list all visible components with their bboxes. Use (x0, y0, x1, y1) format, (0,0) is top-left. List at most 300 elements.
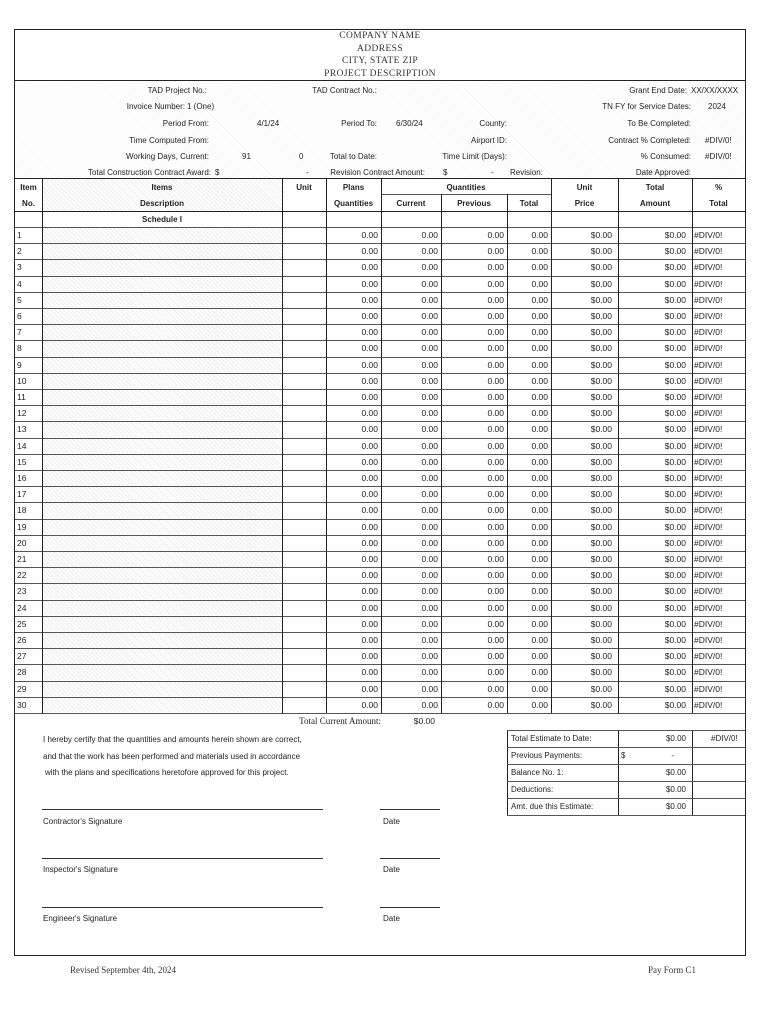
summary-value[interactable]: $0.00 (665, 768, 686, 777)
cell-current[interactable]: 0.00 (421, 699, 438, 710)
cell-amount[interactable]: $0.00 (664, 359, 686, 370)
cell-pct: #DIV/0! (694, 473, 723, 483)
description-cell[interactable] (43, 471, 281, 486)
cell-price[interactable]: $0.00 (590, 294, 612, 305)
description-cell[interactable] (43, 228, 281, 243)
cell-total[interactable]: 0.00 (531, 505, 548, 516)
cell-plans[interactable]: 0.00 (361, 424, 378, 435)
description-cell[interactable] (43, 633, 281, 648)
cell-current[interactable]: 0.00 (421, 278, 438, 289)
cell-total[interactable]: 0.00 (531, 262, 548, 273)
period-from-value[interactable]: 4/1/24 (257, 119, 280, 128)
cell-plans[interactable]: 0.00 (361, 683, 378, 694)
engineer-signature-line[interactable] (42, 907, 323, 908)
inspector-signature-label: Inspector's Signature (43, 865, 118, 874)
grant-end-label: Grant End Date: (629, 86, 687, 95)
cell-plans[interactable]: 0.00 (361, 618, 378, 629)
contractor-signature-label: Contractor's Signature (43, 817, 123, 826)
cell-current[interactable]: 0.00 (421, 570, 438, 581)
cell-no: 14 (17, 440, 27, 451)
cell-amount[interactable]: $0.00 (664, 683, 686, 694)
cell-amount[interactable]: $0.00 (664, 635, 686, 645)
cell-current[interactable]: 0.00 (421, 473, 438, 483)
cell-pct: #DIV/0! (694, 602, 723, 613)
cell-pct: #DIV/0! (694, 359, 723, 370)
cell-amount[interactable]: $0.00 (664, 456, 686, 467)
cell-current[interactable]: 0.00 (421, 602, 438, 613)
cell-pct: #DIV/0! (694, 489, 723, 500)
cell-previous[interactable]: 0.00 (487, 392, 504, 402)
description-cell[interactable] (43, 552, 281, 567)
cell-current[interactable]: 0.00 (421, 456, 438, 467)
cell-price[interactable]: $0.00 (590, 408, 612, 419)
cell-pct: #DIV/0! (694, 456, 723, 467)
contract-pct-label: Contract % Completed: (608, 136, 691, 145)
cell-pct: #DIV/0! (694, 440, 723, 451)
cell-no: 25 (17, 618, 27, 629)
cell-previous[interactable]: 0.00 (487, 635, 504, 645)
cell-current[interactable]: 0.00 (421, 554, 438, 564)
cell-previous[interactable]: 0.00 (487, 359, 504, 370)
description-cell[interactable] (43, 358, 281, 373)
cell-total[interactable]: 0.00 (531, 699, 548, 710)
cell-total[interactable]: 0.00 (531, 359, 548, 370)
cell-amount[interactable]: $0.00 (664, 343, 686, 354)
cell-amount[interactable]: $0.00 (664, 311, 686, 321)
cell-pct: #DIV/0! (694, 586, 723, 597)
col-quantities-header: Quantities (446, 183, 486, 192)
cell-previous[interactable]: 0.00 (487, 262, 504, 273)
to-be-completed-label: To Be Completed: (627, 119, 691, 128)
contractor-date-line[interactable] (380, 809, 440, 810)
cell-total[interactable]: 0.00 (531, 537, 548, 548)
cell-amount[interactable]: $0.00 (664, 392, 686, 402)
cell-pct: #DIV/0! (694, 246, 723, 257)
cell-plans[interactable]: 0.00 (361, 262, 378, 273)
cell-plans[interactable]: 0.00 (361, 343, 378, 354)
column-divider (326, 178, 327, 713)
cell-previous[interactable]: 0.00 (487, 521, 504, 532)
cell-previous[interactable]: 0.00 (487, 440, 504, 451)
cell-plans[interactable]: 0.00 (361, 230, 378, 240)
inspector-signature-line[interactable] (42, 858, 323, 859)
cell-amount[interactable]: $0.00 (664, 667, 686, 678)
cell-no: 27 (17, 651, 27, 662)
cell-plans[interactable]: 0.00 (361, 602, 378, 613)
working-days-value[interactable]: 91 (242, 152, 251, 161)
cell-previous[interactable]: 0.00 (487, 278, 504, 289)
cell-price[interactable]: $0.00 (590, 505, 612, 516)
schedule-label: Schedule I (141, 215, 182, 224)
cell-previous[interactable]: 0.00 (487, 586, 504, 597)
cell-current[interactable]: 0.00 (421, 343, 438, 354)
summary-value[interactable]: $0.00 (665, 802, 686, 811)
cell-no: 18 (17, 505, 27, 516)
cell-price[interactable]: $0.00 (590, 489, 612, 500)
grant-end-value[interactable]: XX/XX/XXXX (691, 86, 739, 95)
cell-price[interactable]: $0.00 (590, 440, 612, 451)
cell-total[interactable]: 0.00 (531, 489, 548, 500)
project-description: PROJECT DESCRIPTION (324, 68, 436, 79)
header-bottom-line (15, 211, 745, 212)
description-cell[interactable] (43, 520, 281, 535)
pct-consumed-label: % Consumed: (640, 152, 691, 161)
cell-previous[interactable]: 0.00 (487, 554, 504, 564)
cell-pct: #DIV/0! (694, 618, 723, 629)
cell-plans[interactable]: 0.00 (361, 699, 378, 710)
cell-plans[interactable]: 0.00 (361, 392, 378, 402)
summary-divider (507, 764, 745, 765)
cell-price[interactable]: $0.00 (590, 246, 612, 257)
total-award-label: Total Construction Contract Award: (87, 168, 211, 177)
cell-amount[interactable]: $0.00 (664, 230, 686, 240)
cell-amount[interactable]: $0.00 (664, 570, 686, 581)
cell-total[interactable]: 0.00 (531, 651, 548, 662)
column-divider (381, 178, 382, 713)
engineer-date-line[interactable] (380, 907, 440, 908)
cell-price[interactable]: $0.00 (590, 651, 612, 662)
cell-plans[interactable]: 0.00 (361, 327, 378, 338)
cell-previous[interactable]: 0.00 (487, 311, 504, 321)
col-price-header: Price (574, 199, 595, 208)
previous-currency: $ (621, 751, 626, 760)
cell-total[interactable]: 0.00 (531, 473, 548, 483)
cell-total[interactable]: 0.00 (531, 311, 548, 321)
cell-previous[interactable]: 0.00 (487, 651, 504, 662)
description-cell[interactable] (43, 601, 281, 616)
time-limit-label: Time Limit (Days): (442, 152, 507, 161)
cell-amount[interactable]: $0.00 (664, 489, 686, 500)
cell-price[interactable]: $0.00 (590, 586, 612, 597)
cell-current[interactable]: 0.00 (421, 294, 438, 305)
engineer-signature-label: Engineer's Signature (43, 914, 118, 923)
cell-previous[interactable]: 0.00 (487, 683, 504, 694)
cell-previous[interactable]: 0.00 (487, 473, 504, 483)
cell-amount[interactable]: $0.00 (664, 473, 686, 483)
cell-previous[interactable]: 0.00 (487, 456, 504, 467)
invoice-value[interactable]: 1 (One) (187, 102, 215, 111)
cell-previous[interactable]: 0.00 (487, 408, 504, 419)
cell-current[interactable]: 0.00 (421, 311, 438, 321)
cell-plans[interactable]: 0.00 (361, 246, 378, 257)
cell-price[interactable]: $0.00 (590, 343, 612, 354)
cell-amount[interactable]: $0.00 (664, 278, 686, 289)
cell-price[interactable]: $0.00 (590, 683, 612, 694)
tn-fy-value[interactable]: 2024 (708, 102, 726, 111)
cell-total[interactable]: 0.00 (531, 554, 548, 564)
cell-price[interactable]: $0.00 (590, 473, 612, 483)
description-cell[interactable] (43, 617, 281, 632)
cell-price[interactable]: $0.00 (590, 392, 612, 402)
description-cell[interactable] (43, 374, 281, 389)
description-cell[interactable] (43, 487, 281, 502)
cell-pct: #DIV/0! (694, 230, 723, 240)
summary-top (507, 730, 745, 731)
cell-plans[interactable]: 0.00 (361, 278, 378, 289)
form-id: Pay Form C1 (648, 965, 697, 975)
cell-no: 28 (17, 667, 27, 678)
cell-total[interactable]: 0.00 (531, 618, 548, 629)
cell-current[interactable]: 0.00 (421, 521, 438, 532)
column-divider (618, 178, 619, 713)
cell-total[interactable]: 0.00 (531, 343, 548, 354)
description-cell[interactable] (43, 244, 281, 259)
cell-current[interactable]: 0.00 (421, 537, 438, 548)
cell-plans[interactable]: 0.00 (361, 359, 378, 370)
cell-current[interactable]: 0.00 (421, 424, 438, 435)
col-plans-quantities-header: Quantities (333, 199, 374, 208)
cell-no: 8 (17, 343, 22, 354)
cell-current[interactable]: 0.00 (421, 667, 438, 678)
cell-amount[interactable]: $0.00 (664, 618, 686, 629)
cell-previous[interactable]: 0.00 (487, 602, 504, 613)
description-cell[interactable] (43, 325, 281, 340)
cell-plans[interactable]: 0.00 (361, 521, 378, 532)
cell-no: 23 (17, 586, 27, 597)
cell-plans[interactable]: 0.00 (361, 294, 378, 305)
cell-price[interactable]: $0.00 (590, 667, 612, 678)
cell-plans[interactable]: 0.00 (361, 505, 378, 516)
cell-previous[interactable]: 0.00 (487, 505, 504, 516)
cell-previous[interactable]: 0.00 (487, 246, 504, 257)
summary-divider (507, 815, 745, 816)
cell-amount[interactable]: $0.00 (664, 294, 686, 305)
cell-price[interactable]: $0.00 (590, 699, 612, 710)
cell-total[interactable]: 0.00 (531, 667, 548, 678)
cell-price[interactable]: $0.00 (590, 537, 612, 548)
cell-price[interactable]: $0.00 (590, 311, 612, 321)
description-cell[interactable] (43, 568, 281, 583)
summary-value[interactable]: - (671, 751, 674, 760)
description-cell[interactable] (43, 260, 281, 275)
cell-previous[interactable]: 0.00 (487, 489, 504, 500)
info-background (15, 82, 745, 178)
cell-amount[interactable]: $0.00 (664, 408, 686, 419)
cell-pct: #DIV/0! (694, 424, 723, 435)
cell-current[interactable]: 0.00 (421, 683, 438, 694)
cell-plans[interactable]: 0.00 (361, 489, 378, 500)
cell-total[interactable]: 0.00 (531, 294, 548, 305)
column-divider (692, 178, 693, 713)
revision-value[interactable]: - (491, 168, 494, 177)
cell-price[interactable]: $0.00 (590, 602, 612, 613)
description-cell[interactable] (43, 665, 281, 680)
cell-amount[interactable]: $0.00 (664, 505, 686, 516)
cell-pct: #DIV/0! (694, 327, 723, 338)
cell-price[interactable]: $0.00 (590, 618, 612, 629)
cell-amount[interactable]: $0.00 (664, 424, 686, 435)
cell-current[interactable]: 0.00 (421, 489, 438, 500)
description-cell[interactable] (43, 698, 281, 713)
cell-amount[interactable]: $0.00 (664, 537, 686, 548)
cell-plans[interactable]: 0.00 (361, 554, 378, 564)
cell-total[interactable]: 0.00 (531, 230, 548, 240)
cell-price[interactable]: $0.00 (590, 554, 612, 564)
cell-current[interactable]: 0.00 (421, 375, 438, 386)
cell-amount[interactable]: $0.00 (664, 554, 686, 564)
cell-total[interactable]: 0.00 (531, 392, 548, 402)
inspector-date-label: Date (383, 865, 400, 874)
cell-plans[interactable]: 0.00 (361, 408, 378, 419)
description-cell[interactable] (43, 406, 281, 421)
cell-total[interactable]: 0.00 (531, 424, 548, 435)
description-cell[interactable] (43, 439, 281, 454)
description-cell[interactable] (43, 341, 281, 356)
cell-amount[interactable]: $0.00 (664, 262, 686, 273)
cell-current[interactable]: 0.00 (421, 635, 438, 645)
cell-previous[interactable]: 0.00 (487, 230, 504, 240)
cell-current[interactable]: 0.00 (421, 408, 438, 419)
cell-pct: #DIV/0! (694, 667, 723, 678)
cell-pct: #DIV/0! (694, 570, 723, 581)
cell-total[interactable]: 0.00 (531, 408, 548, 419)
cell-amount[interactable]: $0.00 (664, 521, 686, 532)
cell-previous[interactable]: 0.00 (487, 699, 504, 710)
cell-amount[interactable]: $0.00 (664, 651, 686, 662)
cell-previous[interactable]: 0.00 (487, 327, 504, 338)
inspector-date-line[interactable] (380, 858, 440, 859)
description-cell[interactable] (43, 277, 281, 292)
cell-amount[interactable]: $0.00 (664, 586, 686, 597)
description-cell[interactable] (43, 536, 281, 551)
cell-price[interactable]: $0.00 (590, 230, 612, 240)
cell-total[interactable]: 0.00 (531, 246, 548, 257)
cell-total[interactable]: 0.00 (531, 375, 548, 386)
cell-current[interactable]: 0.00 (421, 246, 438, 257)
contractor-signature-line[interactable] (42, 809, 323, 810)
description-cell[interactable] (43, 309, 281, 324)
description-cell[interactable] (43, 455, 281, 470)
cell-previous[interactable]: 0.00 (487, 424, 504, 435)
airport-id-label: Airport ID: (470, 136, 507, 145)
cell-previous[interactable]: 0.00 (487, 537, 504, 548)
cell-plans[interactable]: 0.00 (361, 456, 378, 467)
cell-total[interactable]: 0.00 (531, 683, 548, 694)
cell-current[interactable]: 0.00 (421, 392, 438, 402)
cell-previous[interactable]: 0.00 (487, 618, 504, 629)
cell-plans[interactable]: 0.00 (361, 440, 378, 451)
cell-current[interactable]: 0.00 (421, 618, 438, 629)
cell-current[interactable]: 0.00 (421, 440, 438, 451)
col-unit-price-header: Unit (576, 183, 593, 192)
cell-amount[interactable]: $0.00 (664, 699, 686, 710)
cell-no: 15 (17, 456, 27, 467)
pay-form (14, 29, 746, 956)
cell-amount[interactable]: $0.00 (664, 246, 686, 257)
cell-previous[interactable]: 0.00 (487, 667, 504, 678)
cell-previous[interactable]: 0.00 (487, 343, 504, 354)
cell-price[interactable]: $0.00 (590, 521, 612, 532)
cell-current[interactable]: 0.00 (421, 230, 438, 240)
cell-total[interactable]: 0.00 (531, 570, 548, 581)
total-current-label: Total Current Amount: (299, 716, 381, 726)
cell-current[interactable]: 0.00 (421, 505, 438, 516)
cell-no: 24 (17, 602, 27, 613)
cell-total[interactable]: 0.00 (531, 440, 548, 451)
cell-amount[interactable]: $0.00 (664, 440, 686, 451)
description-cell[interactable] (43, 422, 281, 437)
cell-plans[interactable]: 0.00 (361, 375, 378, 386)
cell-total[interactable]: 0.00 (531, 521, 548, 532)
cell-price[interactable]: $0.00 (590, 456, 612, 467)
cell-total[interactable]: 0.00 (531, 278, 548, 289)
cell-previous[interactable]: 0.00 (487, 375, 504, 386)
cell-pct: #DIV/0! (694, 635, 723, 645)
cell-amount[interactable]: $0.00 (664, 375, 686, 386)
cell-plans[interactable]: 0.00 (361, 651, 378, 662)
cell-price[interactable]: $0.00 (590, 262, 612, 273)
column-divider (551, 178, 552, 713)
cell-current[interactable]: 0.00 (421, 651, 438, 662)
description-cell[interactable] (43, 682, 281, 697)
cell-total[interactable]: 0.00 (531, 602, 548, 613)
cell-price[interactable]: $0.00 (590, 278, 612, 289)
total-to-date-label: Total to Date: (329, 152, 377, 161)
total-award-value[interactable]: - (306, 168, 309, 177)
col-items-header: Items (151, 183, 173, 192)
cell-no: 30 (17, 699, 27, 710)
cell-amount[interactable]: $0.00 (664, 602, 686, 613)
column-divider (507, 194, 508, 713)
period-to-value[interactable]: 6/30/24 (396, 119, 423, 128)
cell-price[interactable]: $0.00 (590, 424, 612, 435)
cell-pct: #DIV/0! (694, 651, 723, 662)
cell-plans[interactable]: 0.00 (361, 586, 378, 597)
cell-previous[interactable]: 0.00 (487, 570, 504, 581)
cell-no: 13 (17, 424, 27, 435)
cell-total[interactable]: 0.00 (531, 586, 548, 597)
cell-total[interactable]: 0.00 (531, 635, 548, 645)
cell-amount[interactable]: $0.00 (664, 327, 686, 338)
description-cell[interactable] (43, 649, 281, 664)
description-cell[interactable] (43, 584, 281, 599)
description-cell[interactable] (43, 293, 281, 308)
contract-pct-value: #DIV/0! (705, 136, 732, 145)
revision-label: Revision: (510, 168, 543, 177)
cell-current[interactable]: 0.00 (421, 327, 438, 338)
cell-plans[interactable]: 0.00 (361, 311, 378, 321)
cell-plans[interactable]: 0.00 (361, 635, 378, 645)
cell-current[interactable]: 0.00 (421, 586, 438, 597)
col-plans-header: Plans (342, 183, 365, 192)
cell-current[interactable]: 0.00 (421, 359, 438, 370)
cell-no: 21 (17, 554, 27, 564)
cell-current[interactable]: 0.00 (421, 262, 438, 273)
cell-price[interactable]: $0.00 (590, 327, 612, 338)
cell-previous[interactable]: 0.00 (487, 294, 504, 305)
period-to-label: Period To: (341, 119, 377, 128)
cell-plans[interactable]: 0.00 (361, 570, 378, 581)
quantities-underline (381, 194, 551, 195)
description-cell[interactable] (43, 503, 281, 518)
cell-plans[interactable]: 0.00 (361, 473, 378, 483)
certify-line-1: I hereby certify that the quantities and amounts herein shown are correct, (43, 735, 302, 744)
cell-price[interactable]: $0.00 (590, 570, 612, 581)
summary-value[interactable]: $0.00 (665, 785, 686, 794)
description-cell[interactable] (43, 390, 281, 405)
cell-price[interactable]: $0.00 (590, 359, 612, 370)
cell-total[interactable]: 0.00 (531, 327, 548, 338)
col-previous-header: Previous (457, 199, 491, 208)
cell-price[interactable]: $0.00 (590, 635, 612, 645)
cell-plans[interactable]: 0.00 (361, 667, 378, 678)
cell-total[interactable]: 0.00 (531, 456, 548, 467)
cell-plans[interactable]: 0.00 (361, 537, 378, 548)
company-address: ADDRESS (356, 43, 404, 54)
summary-value[interactable]: $0.00 (665, 734, 686, 743)
cell-no: 22 (17, 570, 27, 581)
cell-price[interactable]: $0.00 (590, 375, 612, 386)
